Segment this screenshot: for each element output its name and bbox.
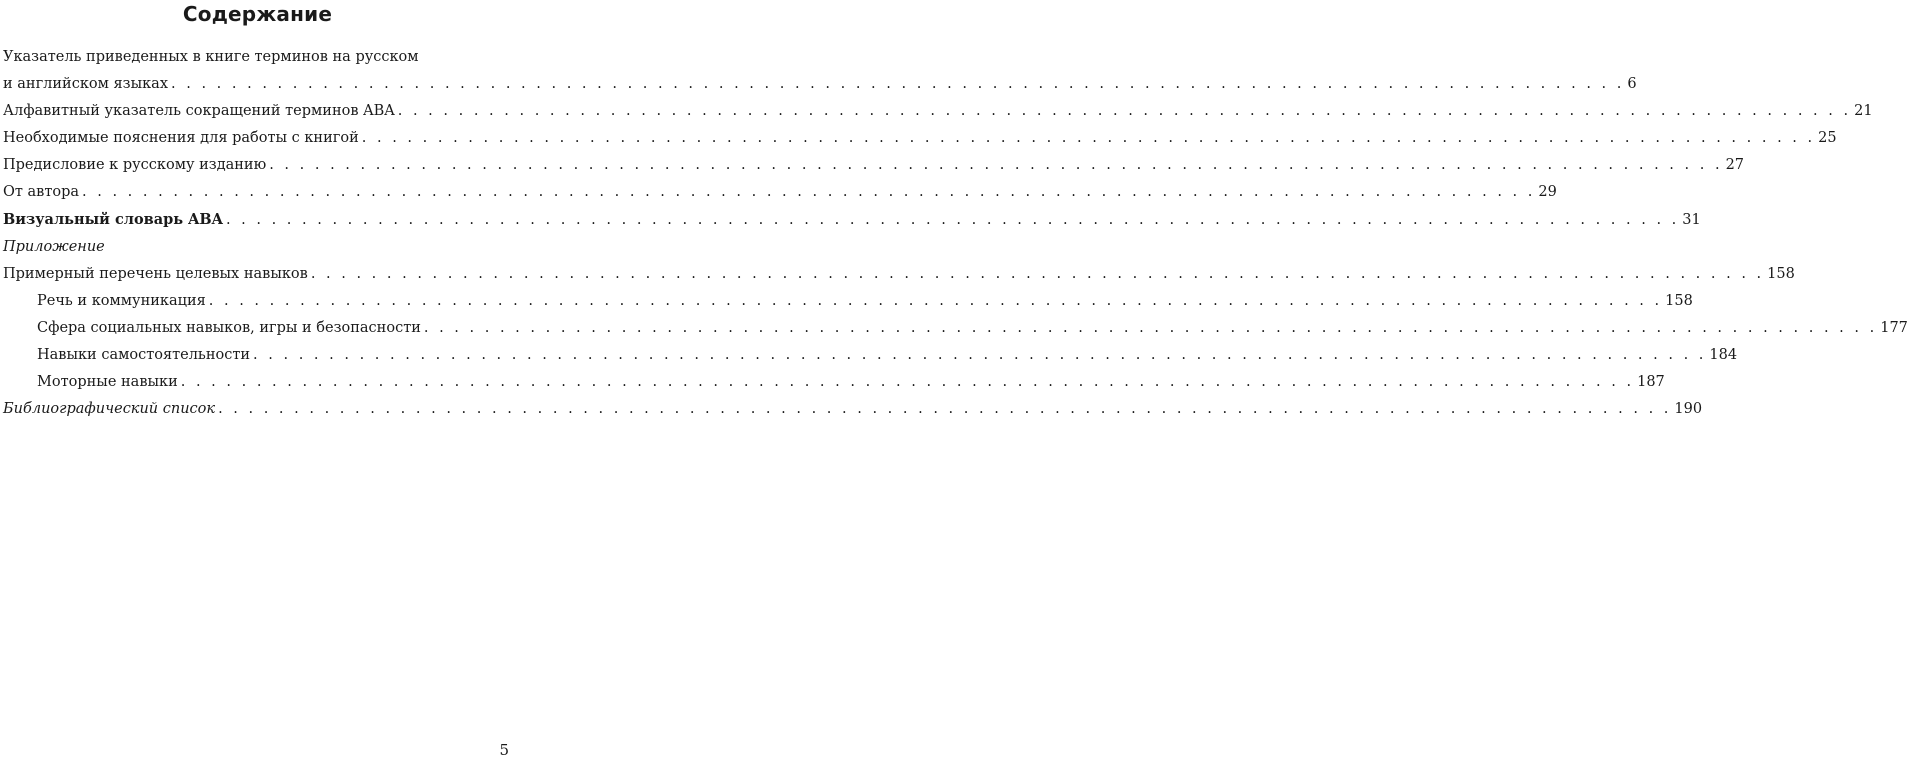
toc-entry-from-author[interactable]	[3, 179, 1557, 206]
toc-page-number: 187	[1637, 374, 1665, 390]
toc-page-number: 29	[1538, 184, 1557, 200]
dot-leader: . . . . . . . . . . . . . . . . . . . . . . . . . . . . . . . . . . . . . . . . . . . . . . . . . . . . . . . . . . . . . . . . . . . . . . . . . . . . . . . . . . . . . . . . . . . . . . . .	[361, 130, 1816, 146]
toc-section-label: Приложение	[3, 239, 105, 255]
toc-subentry-self-help[interactable]	[3, 342, 1738, 369]
dot-leader: . . . . . . . . . . . . . . . . . . . . . . . . . . . . . . . . . . . . . . . . . . . . . . . . . . . . . . . . . . . . . . . . . . . . . . . . . . . . . . . . . . . . . . . . . . . . . . . .	[180, 374, 1635, 390]
toc-page-number: 31	[1682, 212, 1701, 228]
toc-entry-bibliography[interactable]	[3, 396, 1703, 423]
toc-entry-terms-index[interactable]	[3, 44, 1637, 98]
toc-page-number: 158	[1665, 293, 1693, 309]
toc-section-appendix	[3, 234, 512, 261]
toc-entry-label: Сфера социальных навыков, игры и безопасности	[37, 320, 421, 336]
toc-entry-label: От автора	[3, 184, 80, 200]
toc-page-number: 21	[1854, 103, 1873, 119]
dot-leader: . . . . . . . . . . . . . . . . . . . . . . . . . . . . . . . . . . . . . . . . . . . . . . . . . . . . . . . . . . . . . . . . . . . . . . . . . . . . . . . . . . . . . . . . . . . . . . . .	[225, 212, 1680, 228]
toc-entry-label: Речь и коммуникация	[37, 293, 206, 309]
dot-leader: . . . . . . . . . . . . . . . . . . . . . . . . . . . . . . . . . . . . . . . . . . . . . . . . . . . . . . . . . . . . . . . . . . . . . . . . . . . . . . . . . . . . . . . . . . . . . . . .	[82, 184, 1536, 200]
page-title: Содержание	[182, 2, 333, 26]
toc-entry-label: Визуальный словарь ABA	[3, 211, 223, 228]
dot-leader: . . . . . . . . . . . . . . . . . . . . . . . . . . . . . . . . . . . . . . . . . . . . . . . . . . . . . . . . . . . . . . . . . . . . . . . . . . . . . . . . . . . . . . . . . . . . . . . .	[423, 320, 1878, 336]
toc-entry-label: Примерный перечень целевых навыков	[3, 266, 308, 282]
toc-page-number: 25	[1818, 130, 1837, 146]
toc-subentry-speech[interactable]	[3, 288, 1693, 315]
toc-entry-abbreviations-index[interactable]	[3, 98, 1873, 125]
toc-page-number: 184	[1709, 347, 1738, 363]
toc-page-number: 6	[1627, 76, 1637, 92]
toc-entry-label: Библиографический список	[3, 401, 216, 417]
toc-entry-label-line1: Указатель приведенных в книге терминов на русском	[3, 49, 419, 65]
toc-entry-label: Алфавитный указатель сокращений терминов ABA	[3, 103, 395, 119]
dot-leader: . . . . . . . . . . . . . . . . . . . . . . . . . . . . . . . . . . . . . . . . . . . . . . . . . . . . . . . . . . . . . . . . . . . . . . . . . . . . . . . . . . . . . . . . . . . . . . . .	[310, 266, 1765, 282]
toc-page-number: 27	[1725, 157, 1745, 173]
toc-entry-russian-preface[interactable]	[3, 152, 1745, 179]
table-of-contents	[3, 44, 1908, 423]
dot-leader: . . . . . . . . . . . . . . . . . . . . . . . . . . . . . . . . . . . . . . . . . . . . . . . . . . . . . . . . . . . . . . . . . . . . . . . . . . . . . . . . . . . . . . . . . . . . . . . .	[253, 347, 1707, 363]
toc-entry-target-skills[interactable]	[3, 261, 1795, 288]
toc-entry-label: Навыки самостоятельности	[37, 347, 251, 363]
toc-subentry-social[interactable]	[3, 315, 1908, 342]
toc-page-number: 190	[1674, 401, 1703, 417]
toc-entry-label: и английском языках	[3, 76, 169, 92]
dot-leader: . . . . . . . . . . . . . . . . . . . . . . . . . . . . . . . . . . . . . . . . . . . . . . . . . . . . . . . . . . . . . . . . . . . . . . . . . . . . . . . . . . . . . . . . . . . . . . . .	[218, 401, 1672, 417]
toc-subentry-motor[interactable]	[3, 369, 1665, 396]
toc-entry-label: Моторные навыки	[37, 374, 178, 390]
toc-entry-explanations[interactable]	[3, 125, 1837, 152]
dot-leader: . . . . . . . . . . . . . . . . . . . . . . . . . . . . . . . . . . . . . . . . . . . . . . . . . . . . . . . . . . . . . . . . . . . . . . . . . . . . . . . . . . . . . . . . . . . . . . . .	[171, 76, 1625, 92]
toc-entry-visual-dictionary[interactable]	[3, 206, 1701, 234]
toc-entry-label: Необходимые пояснения для работы с книгой	[3, 130, 359, 146]
toc-page-number: 158	[1767, 266, 1795, 282]
dot-leader: . . . . . . . . . . . . . . . . . . . . . . . . . . . . . . . . . . . . . . . . . . . . . . . . . . . . . . . . . . . . . . . . . . . . . . . . . . . . . . . . . . . . . . . . . . . . . . . .	[397, 103, 1852, 119]
dot-leader: . . . . . . . . . . . . . . . . . . . . . . . . . . . . . . . . . . . . . . . . . . . . . . . . . . . . . . . . . . . . . . . . . . . . . . . . . . . . . . . . . . . . . . . . . . . . . . . .	[208, 293, 1663, 309]
dot-leader: . . . . . . . . . . . . . . . . . . . . . . . . . . . . . . . . . . . . . . . . . . . . . . . . . . . . . . . . . . . . . . . . . . . . . . . . . . . . . . . . . . . . . . . . . . . . . . . .	[269, 157, 1723, 173]
page-number: 5	[499, 741, 509, 759]
toc-entry-label: Предисловие к русскому изданию	[3, 157, 267, 173]
toc-page-number: 177	[1880, 320, 1908, 336]
